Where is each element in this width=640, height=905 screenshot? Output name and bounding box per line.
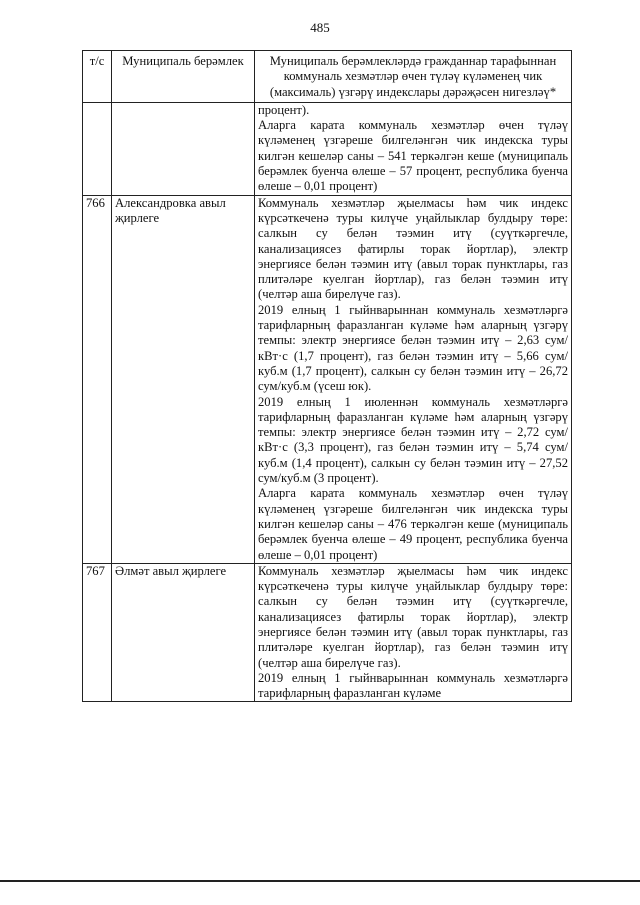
row-description <box>255 102 572 195</box>
row-paragraph: 2019 елның 1 гыйнварыннан коммуналь хезмәтләргә тарифларның фаразланган күләме һәм аларның үзгәрү темпы: электр энергиясе белән тәэмин итү – 2,63 сум/кВт·с (1,7 процент), газ белән тәэмин итү – 5,66 сум/куб.м (1,7 процент), салкын су белән тәэмин итү – 26,72 сум/куб.м (үсеш юк). <box>258 302 568 394</box>
table-row <box>83 195 572 563</box>
row-municipality: Александровка авыл җирлеге <box>112 195 255 563</box>
row-number: 767 <box>83 563 112 702</box>
table-header-row <box>83 51 572 103</box>
row-paragraph: 2019 елның 1 гыйнварыннан коммуналь хезмәтләргә тарифларның фаразланган күләме <box>258 670 568 701</box>
row-paragraph: Коммуналь хезмәтләр җыелмасы һәм чик индекс күрсәткеченә туры килүче уңайлыклар булдыру төре: салкын су белән тәэмин итү (суүткәргечле, канализациясез фатирлы торак йортлар), электр энергиясе белән тәэмин итү (авыл торак пунктлары, газ плитәләре куелган йортлар), газ белән тәэмин итү (челтәр аша бирелүче газ). <box>258 195 568 302</box>
municipal-table <box>82 50 572 702</box>
row-paragraph: Коммуналь хезмәтләр җыелмасы һәм чик индекс күрсәткеченә туры килүче уңайлыклар булдыру төре: салкын су белән тәэмин итү (суүткәргечле, канализациясез фатирлы торак йортлар), электр энергиясе белән тәэмин итү (авыл торак пунктлары, газ плитәләре куелган йортлар), газ белән тәэмин итү (челтәр аша бирелүче газ). <box>258 563 568 670</box>
table-row <box>83 563 572 702</box>
page-number: 485 <box>310 20 330 35</box>
page-bottom-rule <box>0 880 640 882</box>
row-number: 766 <box>83 195 112 563</box>
row-number <box>83 102 112 195</box>
header-municipality: Муниципаль берәмлек <box>112 51 255 103</box>
row-paragraph: 2019 елның 1 июленнән коммуналь хезмәтләргә тарифларның фаразланган күләме һәм аларның үзгәрү темпы: электр энергиясе белән тәэмин итү – 2,72 сум/кВт·с (3,3 процент), газ белән тәэмин итү – 5,74 сум/куб.м (1,4 процент), салкын су белән тәэмин итү – 27,52 сум/куб.м (3 процент). <box>258 394 568 486</box>
row-description <box>255 563 572 702</box>
row-paragraph: Аларга карата коммуналь хезмәтләр өчен түләү күләменең үзгәреше билгеләнгән чик индекска туры килгән кешеләр саны – 541 теркәлгән кеше (муниципаль берәмлек буенча өлеше – 57 процент, республика буенча өлеше – 0,01 процент) <box>258 118 568 194</box>
row-paragraph: Аларга карата коммуналь хезмәтләр өчен түләү күләменең үзгәреше билгеләнгән чик индекска туры килгән кешеләр саны – 476 теркәлгән кеше (муниципаль берәмлек буенча өлеше – 49 процент, республика буенча өлеше – 0,01 процент) <box>258 486 568 562</box>
table-row <box>83 102 572 195</box>
row-municipality: Әлмәт авыл җирлеге <box>112 563 255 702</box>
row-municipality <box>112 102 255 195</box>
row-paragraph: процент). <box>258 102 310 117</box>
header-description: Муниципаль берәмлекләрдә гражданнар тарафыннан коммуналь хезмәтләр өчен түләү күләменең чик (максималь) үзгәрү индекслары дәрәҗәсен нигезләү* <box>255 51 572 103</box>
row-description <box>255 195 572 563</box>
header-num: т/с <box>83 51 112 103</box>
